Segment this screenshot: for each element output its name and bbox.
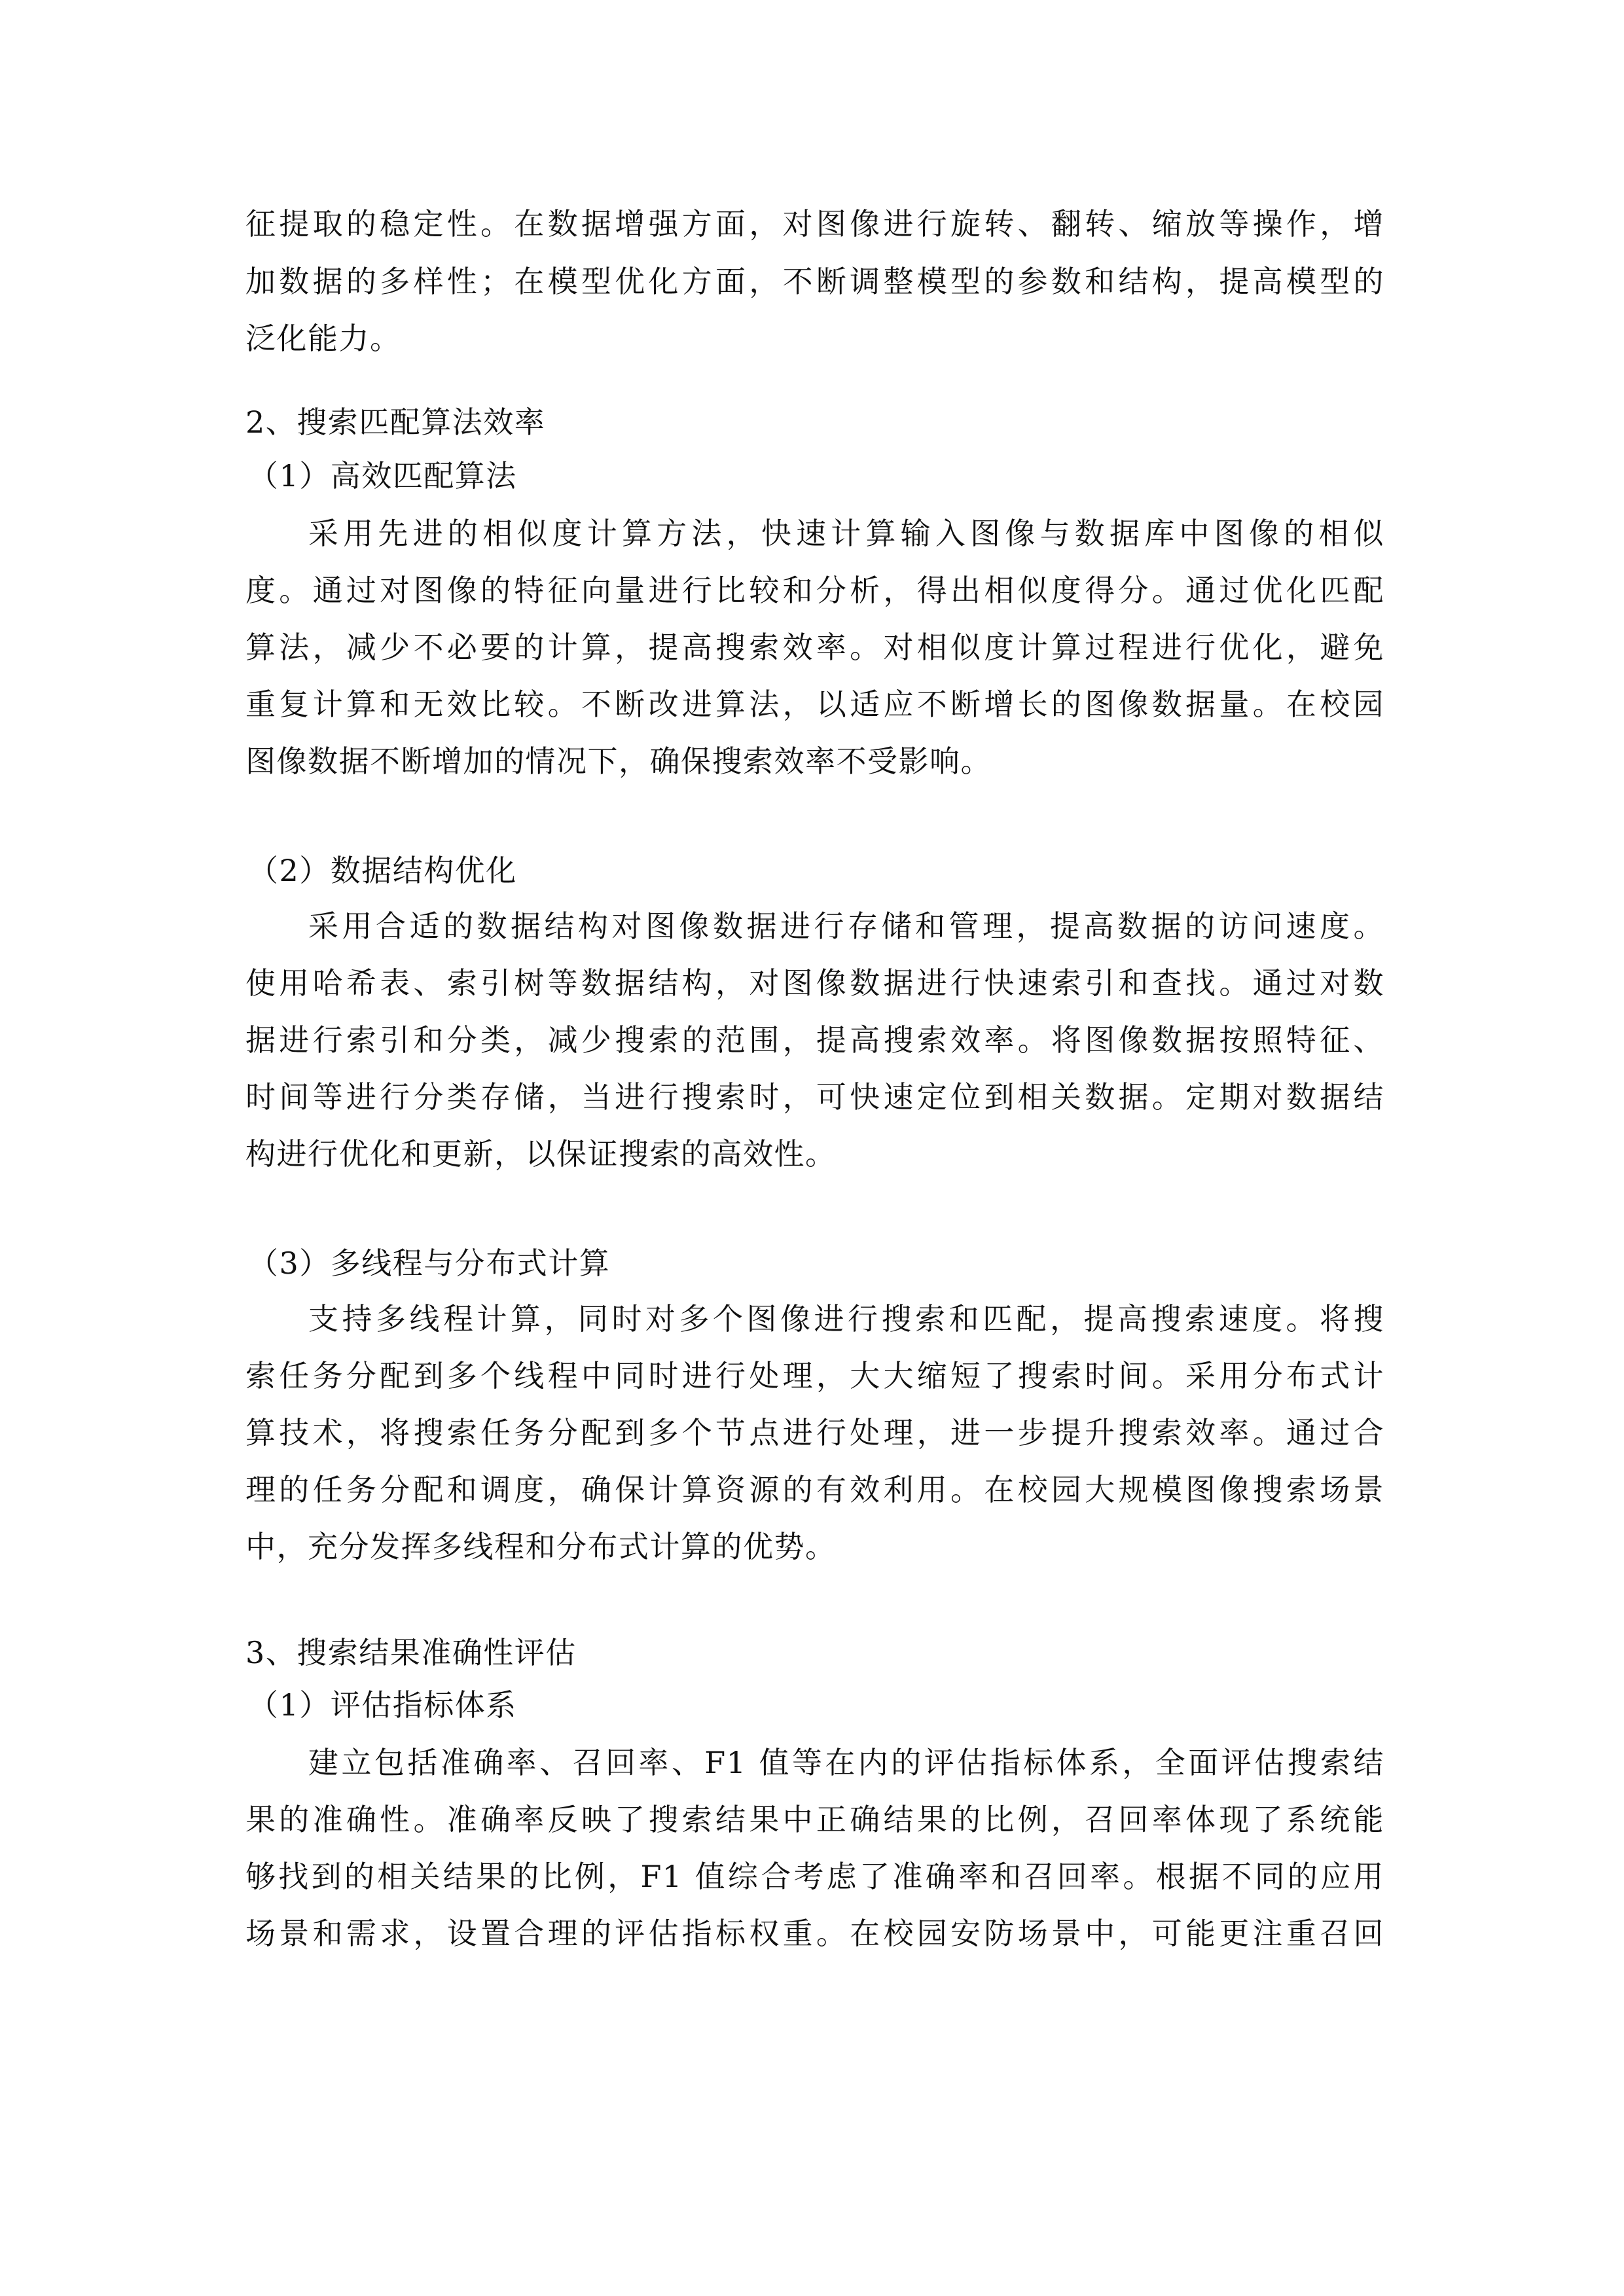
- paragraph-line: 使用哈希表、索引树等数据结构，对图像数据进行快速索引和查找。通过对数: [245, 965, 1384, 1001]
- paragraph-line: 时间等进行分类存储，当进行搜索时，可快速定位到相关数据。定期对数据结: [245, 1079, 1384, 1115]
- section-heading: 2、搜索匹配算法效率: [245, 404, 546, 440]
- paragraph-line: 够找到的相关结果的比例，F1 值综合考虑了准确率和召回率。根据不同的应用: [245, 1859, 1384, 1894]
- paragraph-line: 索任务分配到多个线程中同时进行处理，大大缩短了搜索时间。采用分布式计: [245, 1358, 1384, 1393]
- subsection-heading: （1）评估指标体系: [248, 1687, 517, 1723]
- subsection-heading: （2）数据结构优化: [248, 853, 517, 888]
- paragraph-line: 征提取的稳定性。在数据增强方面，对图像进行旋转、翻转、缩放等操作，增: [245, 206, 1384, 242]
- paragraph-line: 图像数据不断增加的情况下，确保搜索效率不受影响。: [245, 744, 992, 779]
- paragraph-line: 度。通过对图像的特征向量进行比较和分析，得出相似度得分。通过优化匹配: [245, 573, 1384, 608]
- paragraph-line: 理的任务分配和调度，确保计算资源的有效利用。在校园大规模图像搜索场景: [245, 1472, 1384, 1507]
- paragraph-line: 据进行索引和分类，减少搜索的范围，提高搜索效率。将图像数据按照特征、: [245, 1022, 1384, 1058]
- paragraph-line: 场景和需求，设置合理的评估指标权重。在校园安防场景中，可能更注重召回: [245, 1916, 1384, 1951]
- paragraph-line: 构进行优化和更新，以保证搜索的高效性。: [245, 1136, 837, 1172]
- paragraph-line: 采用先进的相似度计算方法，快速计算输入图像与数据库中图像的相似: [308, 516, 1384, 551]
- paragraph-line: 建立包括准确率、召回率、F1 值等在内的评估指标体系，全面评估搜索结: [308, 1745, 1384, 1780]
- paragraph-line: 果的准确性。准确率反映了搜索结果中正确结果的比例，召回率体现了系统能: [245, 1802, 1384, 1837]
- paragraph-line: 支持多线程计算，同时对多个图像进行搜索和匹配，提高搜索速度。将搜: [308, 1301, 1384, 1336]
- paragraph-line: 重复计算和无效比较。不断改进算法，以适应不断增长的图像数据量。在校园: [245, 687, 1384, 722]
- section-heading: 3、搜索结果准确性评估: [245, 1635, 577, 1670]
- paragraph-line: 泛化能力。: [245, 321, 401, 356]
- paragraph-line: 算法，减少不必要的计算，提高搜索效率。对相似度计算过程进行优化，避免: [245, 630, 1384, 665]
- paragraph-line: 加数据的多样性；在模型优化方面，不断调整模型的参数和结构，提高模型的: [245, 264, 1384, 299]
- subsection-heading: （1）高效匹配算法: [248, 458, 517, 493]
- paragraph-line: 采用合适的数据结构对图像数据进行存储和管理，提高数据的访问速度。: [308, 908, 1384, 944]
- paragraph-line: 中，充分发挥多线程和分布式计算的优势。: [245, 1529, 837, 1564]
- subsection-heading: （3）多线程与分布式计算: [248, 1246, 611, 1281]
- paragraph-line: 算技术，将搜索任务分配到多个节点进行处理，进一步提升搜索效率。通过合: [245, 1415, 1384, 1450]
